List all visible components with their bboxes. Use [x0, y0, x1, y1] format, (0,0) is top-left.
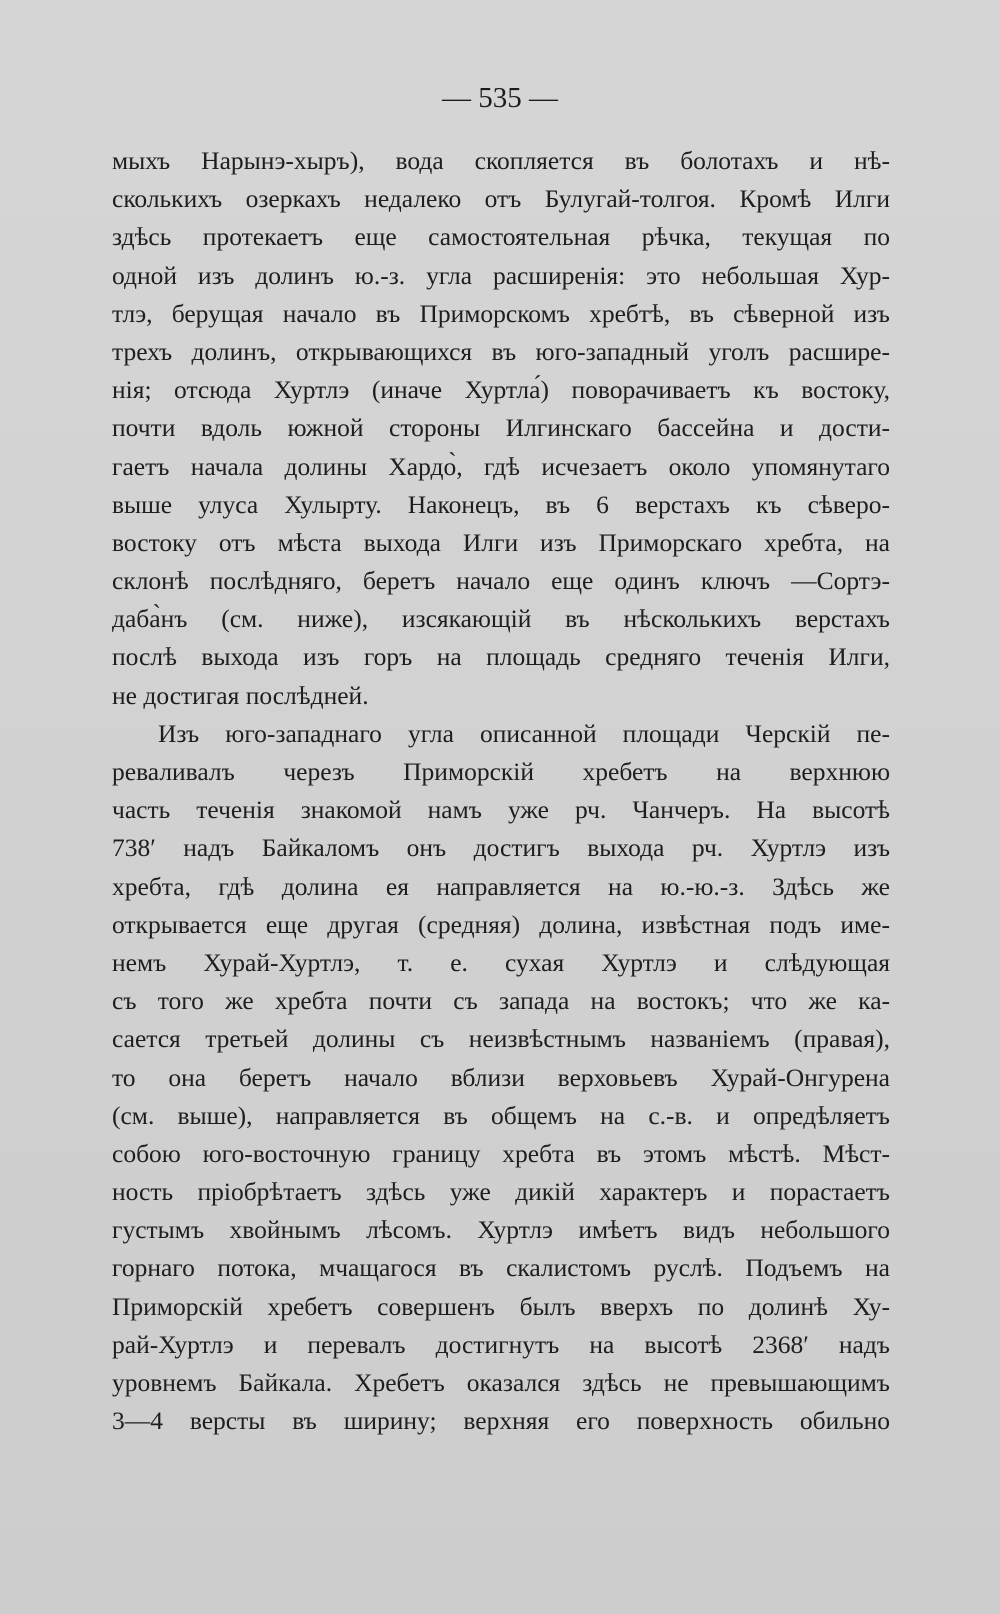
- text-line: нія; отсюда Хуртлэ (иначе Хуртла́) поворачиваетъ къ востоку,: [112, 375, 890, 405]
- paragraph-1: [112, 142, 890, 715]
- text-line: собою юго-восточную границу хребта въ этомъ мѣстѣ. Мѣст-: [112, 1138, 890, 1168]
- text-line: часть теченія знакомой намъ уже рч. Чанчеръ. На высотѣ: [112, 795, 890, 825]
- text-line: почти вдоль южной стороны Илгинскаго бассейна и дости-: [112, 413, 890, 443]
- text-line: одной изъ долинъ ю.-з. угла расширенія: это небольшая Хур-: [112, 260, 890, 290]
- text-line: густымъ хвойнымъ лѣсомъ. Хуртлэ имѣетъ видъ небольшого: [112, 1215, 890, 1245]
- page-number: — 535 —: [442, 82, 558, 114]
- text-line: даба̀нъ (см. ниже), изсякающій въ нѣсколькихъ верстахъ: [112, 604, 890, 634]
- text-line: сколькихъ озеркахъ недалеко отъ Булугай-толгоя. Кромѣ Илги: [112, 184, 890, 214]
- text-line: ность пріобрѣтаетъ здѣсь уже дикій характеръ и порастаетъ: [112, 1177, 890, 1207]
- text-line: сается третьей долины съ неизвѣстнымъ названіемъ (правая),: [112, 1024, 890, 1054]
- text-line: здѣсь протекаетъ еще самостоятельная рѣчка, текущая по: [112, 222, 890, 252]
- text-line: реваливалъ черезъ Приморскій хребетъ на верхнюю: [112, 757, 890, 786]
- text-line: тлэ, берущая начало въ Приморскомъ хребтѣ, въ сѣверной изъ: [112, 298, 890, 328]
- text-line: мыхъ Нарынэ-хыръ), вода скопляется въ болотахъ и нѣ-: [112, 146, 890, 175]
- text-line: уровнемъ Байкала. Хребетъ оказался здѣсь не превышающимъ: [112, 1368, 890, 1397]
- text-line: хребта, гдѣ долина ея направляется на ю.-ю.-з. Здѣсь же: [112, 871, 890, 901]
- text-line: 738′ надъ Байкаломъ онъ достигъ выхода рч. Хуртлэ изъ: [112, 833, 890, 863]
- text-line: не достигая послѣдней.: [112, 680, 369, 710]
- paragraph-2: [112, 715, 890, 1441]
- text-line: гаетъ начала долины Хардо̀, гдѣ исчезаетъ около упомянутаго: [112, 451, 890, 481]
- text-line: Изъ юго-западнаго угла описанной площади Черскій пе-: [158, 718, 890, 748]
- text-line: то она беретъ начало вблизи верховьевъ Хурай-Онгурена: [112, 1062, 890, 1092]
- text-line: послѣ выхода изъ горъ на площадь средняго теченія Илги,: [112, 642, 890, 672]
- text-line: съ того же хребта почти съ запада на востокъ; что же ка-: [112, 986, 890, 1016]
- text-line: немъ Хурай-Хуртлэ, т. е. сухая Хуртлэ и слѣдующая: [112, 947, 890, 977]
- body-text: [112, 142, 890, 1440]
- text-line: открывается еще другая (средняя) долина, извѣстная подъ име-: [112, 909, 890, 939]
- text-line: горнаго потока, мчащагося въ скалистомъ руслѣ. Подъемъ на: [112, 1253, 890, 1283]
- text-line: выше улуса Хулырту. Наконецъ, въ 6 верстахъ къ сѣверо-: [112, 489, 890, 519]
- text-line: востоку отъ мѣста выхода Илги изъ Приморскаго хребта, на: [112, 527, 890, 557]
- text-line: Приморскій хребетъ совершенъ былъ вверхъ по долинѣ Ху-: [112, 1291, 890, 1321]
- text-line: 3—4 версты въ ширину; верхняя его поверхность обильно: [112, 1406, 890, 1436]
- text-line: рай-Хуртлэ и перевалъ достигнутъ на высотѣ 2368′ надъ: [112, 1329, 890, 1359]
- text-line: (см. выше), направляется въ общемъ на с.-в. и опредѣляетъ: [112, 1100, 890, 1130]
- text-line: трехъ долинъ, открывающихся въ юго-западный уголъ расшире-: [112, 336, 890, 366]
- text-line: склонѣ послѣдняго, беретъ начало еще одинъ ключъ —Сортэ-: [112, 566, 890, 596]
